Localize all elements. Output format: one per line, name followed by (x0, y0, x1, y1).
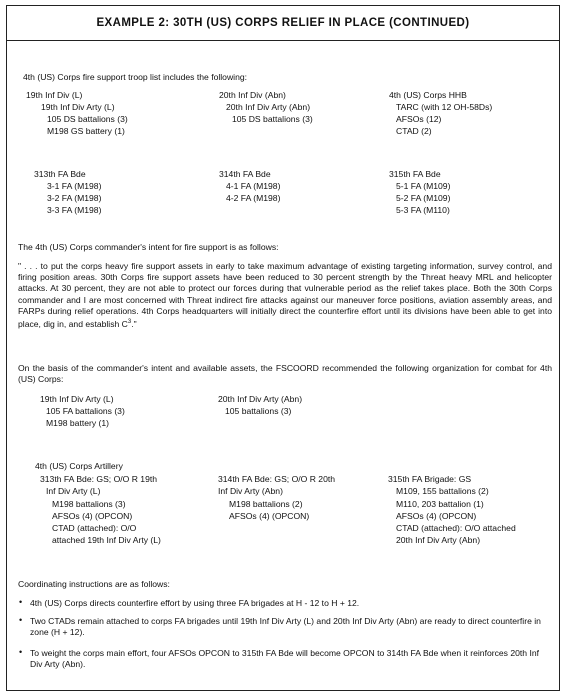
title-bar (7, 6, 559, 41)
org-intro: On the basis of the commander's intent and available assets, the FSCOORD recommended the following organization for combat for 4th (US) Corps: (18, 363, 552, 385)
org-bde313-head: 313th FA Bde: GS; O/O R 19th (40, 474, 158, 484)
org-bde313-item: CTAD (attached): O/O (52, 523, 137, 533)
div1-item: M198 battery (1) (46, 418, 110, 428)
bullet-dot: • (19, 647, 23, 657)
org-bde314-item: M198 battalions (2) (229, 499, 303, 509)
bde315-item: 5-3 FA (M110) (396, 205, 450, 215)
intent-intro: The 4th (US) Corps commander's intent for fire support is as follows: (18, 242, 279, 252)
intent-quote-text: " . . . to put the corps heavy fire support assets in early to take maximum advantage of existing targeting information, survey control, and firing position areas. 30th Corps fire support assets have been reduced to 30 percent strength by the Threat heavy MRL and helicopter attacks. At 30 percent, they are not able to protect our forces during that vulnerable period as the relief takes place. Both the 30th Corps commander and I are most concerned with Threat indirect fire attacks against our maneuver force positions, aviation assembly areas, and FARPs during relief operations. 4th Corps headquarters will initially direct the counterfire effort until its divisions have been able to get into place, dig in, and establish C (18, 261, 552, 329)
org-bde313-item: attached 19th Inf Div Arty (L) (52, 535, 161, 545)
bde314-item: 4-2 FA (M198) (226, 193, 281, 203)
bullet-item: To weight the corps main effort, four AFSOs OPCON to 315th FA Bde will become OPCON to 314th FA Bde when it reinforces 20th Inf Div Arty (Abn). (30, 648, 540, 670)
bde315-head: 315th FA Bde (389, 169, 441, 179)
intent-quote-end: ." (131, 318, 137, 329)
org-bde313-item: M198 battalions (3) (52, 499, 126, 509)
org-bde315-item: 20th Inf Div Arty (Abn) (396, 535, 481, 545)
bde313-head: 313th FA Bde (34, 169, 86, 179)
bullet-item: Two CTADs remain attached to corps FA brigades until 19th Inf Div Arty (L) and 20th Inf Div Arty (Abn) are ready to direct counterfire in zone (H + 12). (30, 616, 541, 638)
col3-item: TARC (with 12 OH-58Ds) (396, 102, 493, 112)
col3-item: CTAD (2) (396, 126, 432, 136)
org-bde314-item: AFSOs (4) (OPCON) (229, 511, 310, 521)
bullet-item: 4th (US) Corps directs counterfire effort by using three FA brigades at H - 12 to H + 12. (30, 598, 360, 608)
bde315-item: 5-2 FA (M109) (396, 193, 451, 203)
bde313-item: 3-3 FA (M198) (47, 205, 102, 215)
bde315-item: 5-1 FA (M109) (396, 181, 451, 191)
bde313-item: 3-2 FA (M198) (47, 193, 102, 203)
bde314-head: 314th FA Bde (219, 169, 271, 179)
col2-head: 20th Inf Div (Abn) (219, 90, 286, 100)
col3-item: AFSOs (12) (396, 114, 442, 124)
col2-item: 105 DS battalions (3) (232, 114, 313, 124)
org-bde315-item: CTAD (attached): O/O attached (396, 523, 516, 533)
org-bde315-item: M110, 203 battalion (1) (396, 499, 484, 509)
bde314-item: 4-1 FA (M198) (226, 181, 281, 191)
div1-head: 19th Inf Div Arty (L) (40, 394, 114, 404)
org-bde315-head: 315th FA Brigade: GS (388, 474, 472, 484)
troop-list-intro: 4th (US) Corps fire support troop list includes the following: (23, 72, 248, 82)
org-bde315-item: M109, 155 battalions (2) (396, 486, 489, 496)
col3-head: 4th (US) Corps HHB (389, 90, 467, 100)
col1-item: 105 DS battalions (3) (47, 114, 128, 124)
div2-item: 105 battalions (3) (225, 406, 292, 416)
bullet-dot: • (19, 615, 23, 625)
org-bde315-item: AFSOs (4) (OPCON) (396, 511, 477, 521)
col1-head: 19th Inf Div (L) (26, 90, 83, 100)
col1-item: M198 GS battery (1) (47, 126, 125, 136)
example-title: EXAMPLE 2: 30TH (US) CORPS RELIEF IN PLACE (CONTINUED) (96, 17, 470, 29)
col2-sub: 20th Inf Div Arty (Abn) (226, 102, 311, 112)
org-bde313-head2: Inf Div Arty (L) (46, 486, 101, 496)
intent-quote (18, 261, 552, 330)
div1-item: 105 FA battalions (3) (46, 406, 125, 416)
org-bde314-head: 314th FA Bde: GS; O/O R 20th (218, 474, 336, 484)
org-bde313-item: AFSOs (4) (OPCON) (52, 511, 133, 521)
bullet-dot: • (19, 597, 23, 607)
div2-head: 20th Inf Div Arty (Abn) (218, 394, 303, 404)
bde313-item: 3-1 FA (M198) (47, 181, 102, 191)
col1-sub: 19th Inf Div Arty (L) (41, 102, 115, 112)
intent-superscript: 3 (127, 319, 132, 326)
corps-artillery: 4th (US) Corps Artillery (35, 461, 123, 471)
coord-intro: Coordinating instructions are as follows: (18, 579, 170, 589)
org-bde314-head2: Inf Div Arty (Abn) (218, 486, 283, 496)
